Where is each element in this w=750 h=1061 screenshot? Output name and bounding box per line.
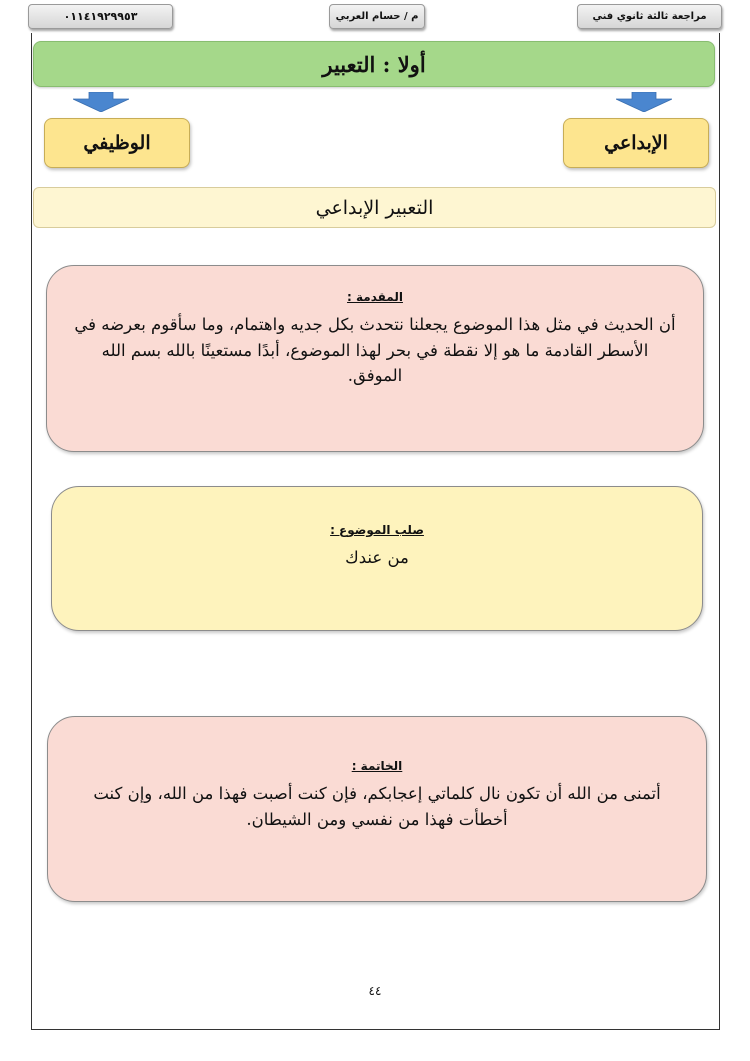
section-title-bar [33,41,715,87]
page-number: ٤٤ [368,984,382,998]
category-functional-label: الوظيفي [83,132,151,154]
main-body-card [51,486,703,631]
subtitle-bar [33,187,716,228]
intro-text: أن الحديث في مثل هذا الموضوع يجعلنا نتحدث بكل جديه واهتمام، وما سأقوم بعرضه في الأسطر القادمة ما هو إلا نقطة في بحر لهذا الموضوع، أبدًا مستعينًا بالله بسم الله الموفق. [74,315,676,386]
intro-heading: المقدمة : [347,290,403,304]
review-title: مراجعة ثالثة ثانوي فني [592,11,707,22]
subtitle: التعبير الإبداعي [315,196,434,219]
phone-number: ٠١١٤١٩٢٩٩٥٣ [63,10,138,23]
category-functional [44,118,190,168]
intro-card [46,265,704,452]
arrow-down-icon [616,92,672,112]
teacher-name-tab [329,4,425,29]
conclusion-text: أتمنى من الله أن تكون نال كلماتي إعجابكم، فإن كنت أصبت فهذا من الله، وإن كنت أخطأت فهذا من نفسي ومن الشيطان. [93,784,661,829]
category-creative-label: الإبداعي [604,132,668,154]
teacher-name: م / حسام العربي [335,11,419,22]
main-body-heading: صلب الموضوع : [330,523,424,537]
main-body-text: من عندك [345,548,409,567]
conclusion-heading: الخاتمة : [351,759,403,773]
section-title: أولا : التعبير [322,51,426,77]
conclusion-card [47,716,707,902]
review-title-tab [577,4,722,29]
arrow-down-icon [73,92,129,112]
phone-number-tab [28,4,173,29]
category-creative [563,118,709,168]
